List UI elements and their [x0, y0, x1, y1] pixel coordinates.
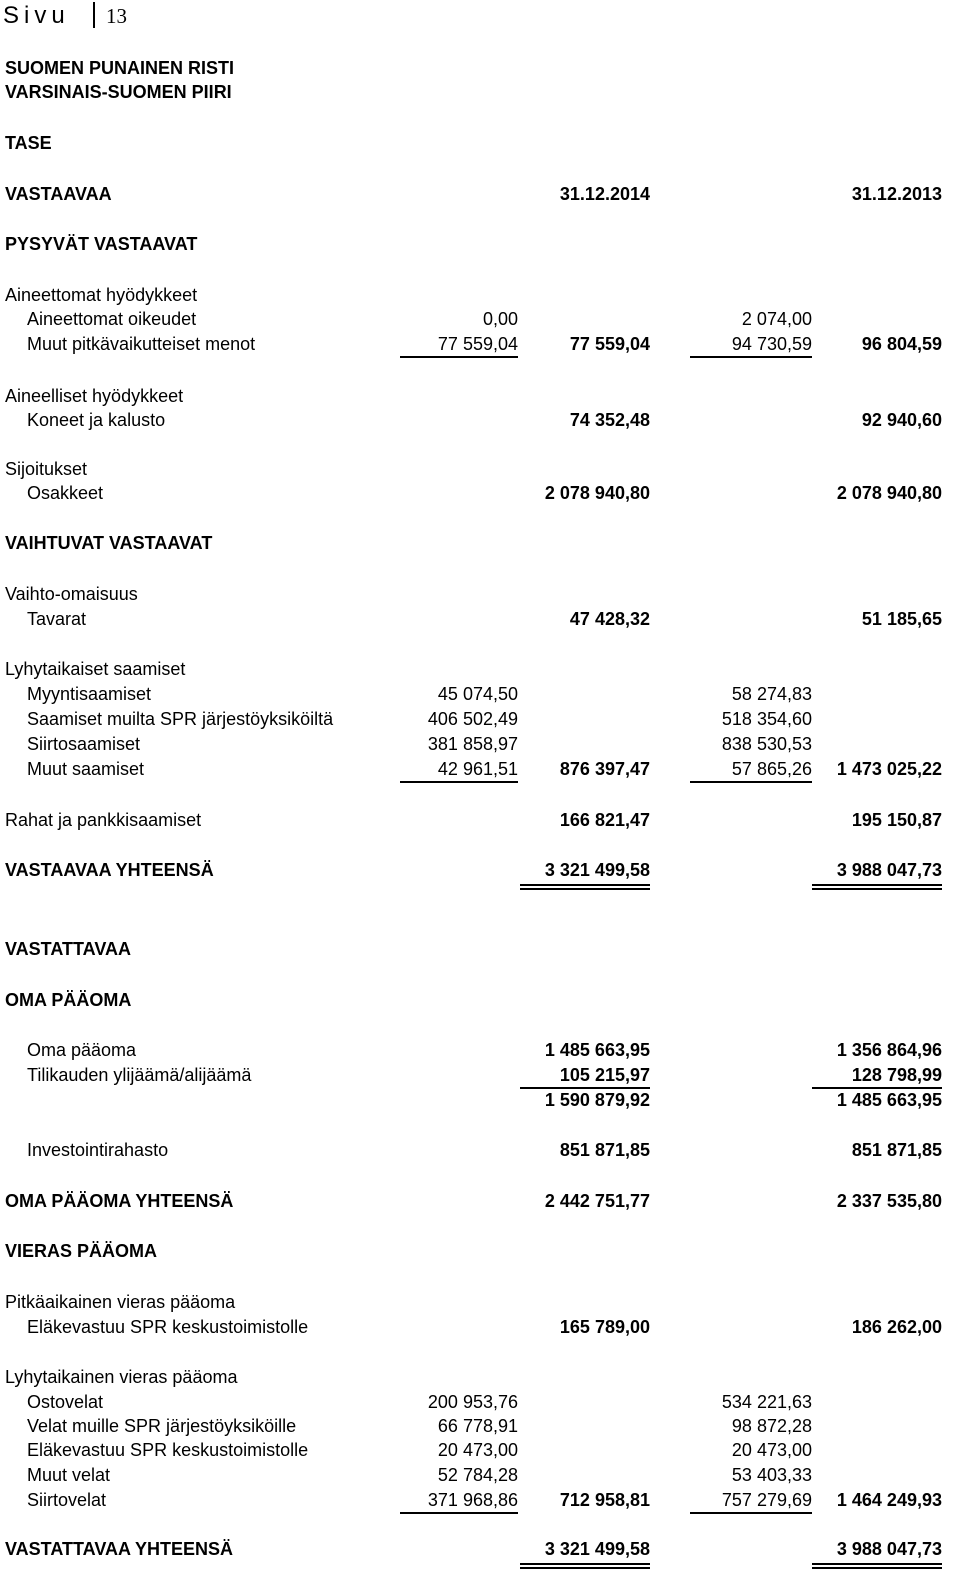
table-row: 1 590 879,92 1 485 663,95	[544, 1090, 942, 1110]
table-row: Eläkevastuu SPR keskustoimistolle 165 789,00 186 262,00	[27, 1317, 942, 1337]
liabilities-total-row: VASTATTAVAA YHTEENSÄ 3 321 499,58 3 988 047,73	[5, 1539, 942, 1559]
fixed-assets-heading: PYSYVÄT VASTAAVAT	[5, 234, 198, 254]
table-row: Eläkevastuu SPR keskustoimistolle 20 473,00 20 473,00	[27, 1440, 812, 1460]
table-row: Muut velat 52 784,28 53 403,33	[27, 1465, 812, 1485]
equity-heading: OMA PÄÄOMA	[5, 990, 132, 1010]
table-row: Siirtosaamiset 381 858,97 838 530,53	[27, 734, 812, 754]
page-label: Sivu	[3, 2, 70, 29]
table-row: Oma pääoma 1 485 663,95 1 356 864,96	[27, 1040, 942, 1060]
table-row: Aineettomat oikeudet 0,00 2 074,00	[27, 309, 812, 329]
table-row: Velat muille SPR järjestöyksiköille 66 778,91 98 872,28	[27, 1416, 812, 1436]
table-row: Rahat ja pankkisaamiset 166 821,47 195 150,87	[5, 810, 942, 830]
assets-total-row: VASTAAVAA YHTEENSÄ 3 321 499,58 3 988 047,73	[5, 860, 942, 880]
investments-heading: Sijoitukset	[5, 459, 88, 479]
table-row: Tilikauden ylijäämä/alijäämä 105 215,97 128 798,99	[0, 1063, 960, 1087]
org-line-1: SUOMEN PUNAINEN RISTI	[5, 58, 235, 78]
assets-heading: VASTAAVAA	[5, 184, 112, 204]
table-row: Saamiset muilta SPR järjestöyksiköiltä 406 502,49 518 354,60	[27, 709, 812, 729]
inventory-heading: Vaihto-omaisuus	[5, 584, 138, 604]
table-row: Koneet ja kalusto 74 352,48 92 940,60	[27, 410, 942, 430]
table-row: Siirtovelat 371 968,86 712 958,81 757 279,69 1 464 249,93	[0, 1488, 960, 1512]
document-title: TASE	[5, 133, 52, 153]
table-row: Myyntisaamiset 45 074,50 58 274,83	[27, 684, 812, 704]
receivables-heading: Lyhytaikaiset saamiset	[5, 659, 186, 679]
date-current: 31.12.2014	[559, 184, 650, 204]
page-header	[0, 0, 960, 34]
liabilities-heading: VASTATTAVAA	[5, 939, 131, 959]
intangible-heading: Aineettomat hyödykkeet	[5, 285, 198, 305]
table-row: Muut pitkävaikutteiset menot 77 559,04 77 559,04 94 730,59 96 804,59	[0, 332, 960, 356]
current-assets-heading: VAIHTUVAT VASTAAVAT	[5, 533, 213, 553]
short-term-heading: Lyhytaikainen vieras pääoma	[5, 1367, 238, 1387]
table-row: Osakkeet 2 078 940,80 2 078 940,80	[27, 483, 942, 503]
table-row: Ostovelat 200 953,76 534 221,63	[27, 1392, 812, 1412]
table-row: Muut saamiset 42 961,51 876 397,47 57 865,26 1 473 025,22	[0, 757, 960, 781]
tangible-heading: Aineelliset hyödykkeet	[5, 386, 184, 406]
table-row: Investointirahasto 851 871,85 851 871,85	[27, 1140, 942, 1160]
equity-total-row: OMA PÄÄOMA YHTEENSÄ 2 442 751,77 2 337 535,80	[5, 1191, 942, 1211]
page-number: 13	[106, 4, 127, 28]
long-term-heading: Pitkäaikainen vieras pääoma	[5, 1292, 236, 1312]
table-row: Tavarat 47 428,32 51 185,65	[27, 609, 942, 629]
debt-heading: VIERAS PÄÄOMA	[5, 1241, 158, 1261]
header-separator	[93, 2, 95, 28]
org-line-2: VARSINAIS-SUOMEN PIIRI	[5, 82, 232, 102]
assets-header-row	[0, 182, 960, 206]
date-previous: 31.12.2013	[851, 184, 942, 204]
